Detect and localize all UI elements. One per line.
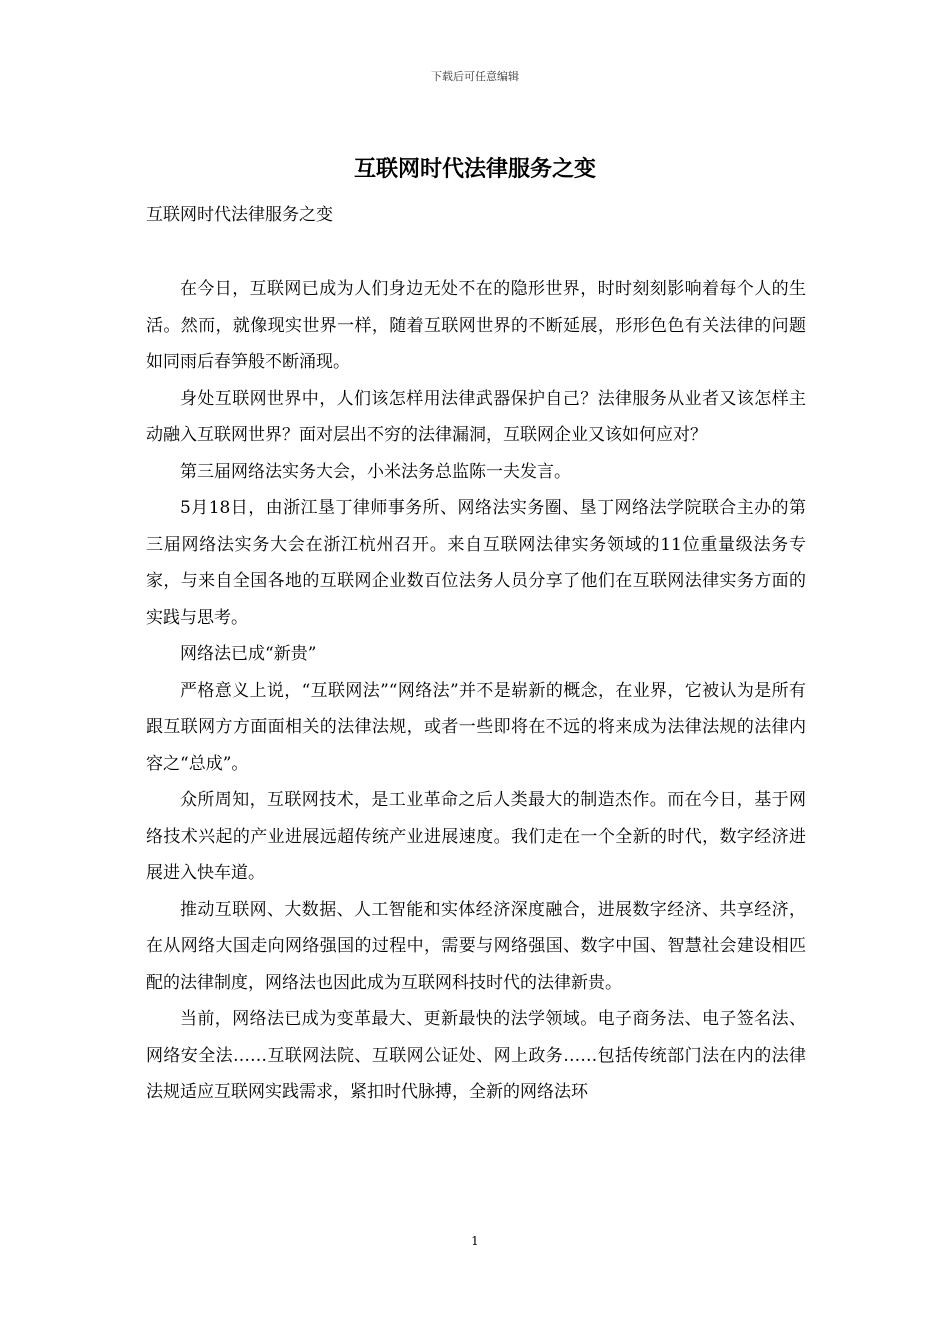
document-subtitle: 互联网时代法律服务之变: [146, 205, 333, 225]
body-paragraph: 当前，网络法已成为变革最大、更新最快的法学领域。电子商务法、电子签名法、网络安全法……互联网法院、互联网公证处、网上政务……包括传统部门法在内的法律法规适应互联网实践需求，紧扣时代脉搏，全新的网络法环: [146, 1009, 806, 1102]
body-paragraph: 众所周知，互联网技术，是工业革命之后人类最大的制造杰作。而在今日，基于网络技术兴起的产业进展远超传统产业进展速度。我们走在一个全新的时代，数字经济进展进入快车道。: [146, 790, 806, 883]
body-paragraph: 第三届网络法实务大会，小米法务总监陈一夫发言。: [180, 461, 571, 482]
document-title: 互联网时代法律服务之变: [353, 156, 596, 182]
body-paragraph: 严格意义上说，“互联网法”“网络法”并不是崭新的概念，在业界，它被认为是所有跟互联网方方面面相关的法律法规，或者一些即将在不远的将来成为法律法规的法律内容之“总成”。: [146, 680, 806, 774]
body-paragraph: 在今日，互联网已成为人们身边无处不在的隐形世界，时时刻刻影响着每个人的生活。然而，就像现实世界一样，随着互联网世界的不断延展，形形色色有关法律的问题如同雨后春笋般不断涌现。: [146, 279, 806, 372]
page-number: 1: [471, 1234, 479, 1248]
body-paragraph: 5月18日，由浙江垦丁律师事务所、网络法实务圈、垦丁网络法学院联合主办的第三届网络法实务大会在浙江杭州召开。来自互联网法律实务领域的11位重量级法务专家，与来自全国各地的互联网企业数百位法务人员分享了他们在互联网法律实务方面的实践与思考。: [146, 498, 806, 628]
section-heading: 网络法已成“新贵”: [180, 644, 317, 664]
body-paragraph: 身处互联网世界中，人们该怎样用法律武器保护自己？法律服务从业者又该怎样主动融入互联网世界？面对层出不穷的法律漏洞，互联网企业又该如何应对？: [146, 388, 806, 445]
body-paragraph: 推动互联网、大数据、人工智能和实体经济深度融合，进展数字经济、共享经济，在从网络大国走向网络强国的过程中，需要与网络强国、数字中国、智慧社会建设相匹配的法律制度，网络法也因此成为互联网科技时代的法律新贵。: [146, 899, 806, 993]
page-header-note: 下载后可任意编辑: [431, 70, 519, 83]
document-body: [146, 271, 806, 1111]
